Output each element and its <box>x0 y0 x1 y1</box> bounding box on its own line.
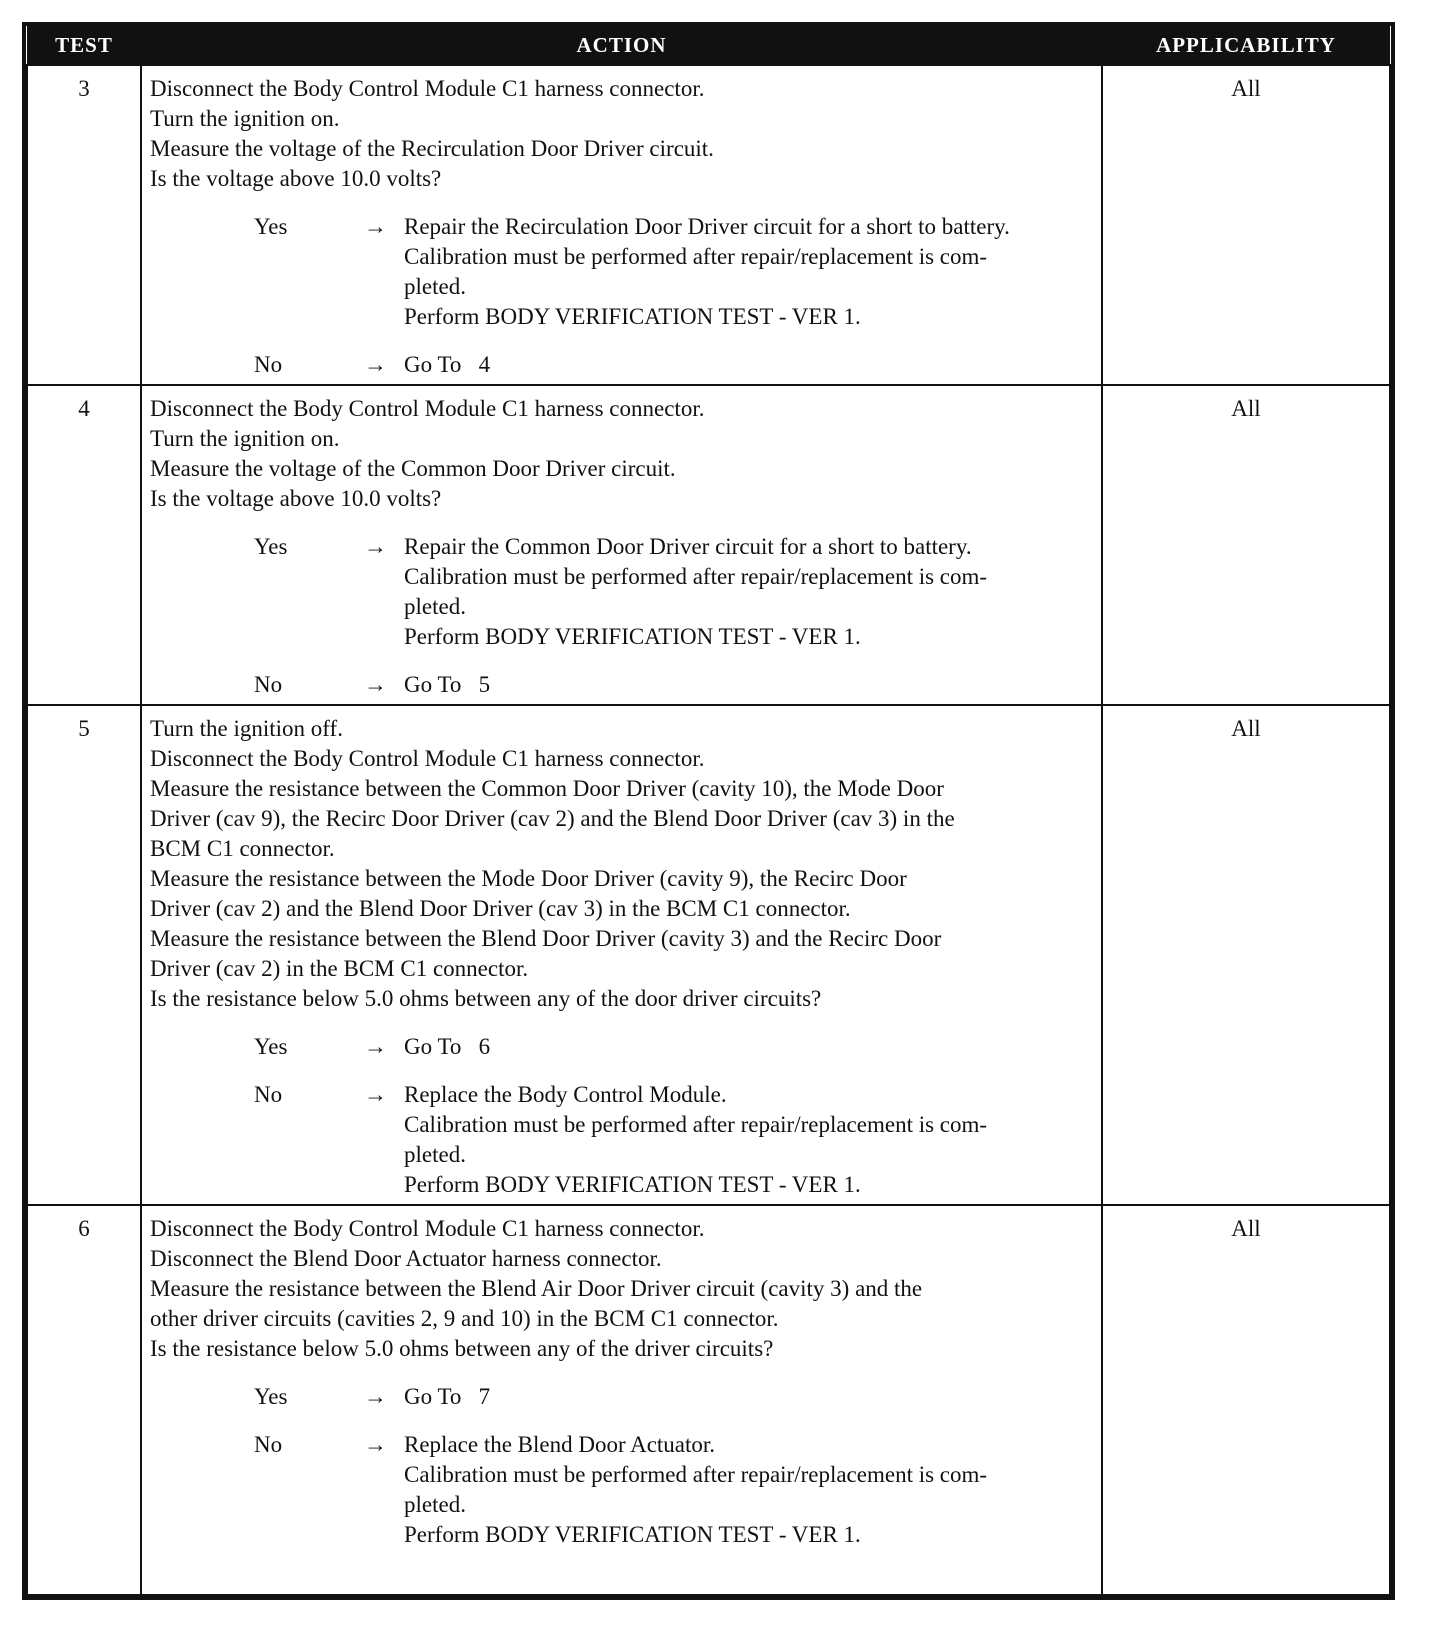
outcome-result <box>404 670 1095 700</box>
outcome-line: pleted. <box>404 1142 466 1167</box>
action-step: Driver (cav 9), the Recirc Door Driver (cav 2) and the Blend Door Driver (cav 3) in the <box>150 806 955 831</box>
outcome-line: Repair the Common Door Driver circuit for a short to battery. <box>404 534 972 559</box>
outcome-no <box>254 670 1095 700</box>
action-cell <box>141 1205 1102 1595</box>
arrow-right-icon: → <box>364 672 387 697</box>
applicability: All <box>1102 705 1390 1205</box>
table-row <box>27 65 1390 385</box>
action-step: Turn the ignition on. <box>150 426 340 451</box>
outcome-no <box>254 1080 1095 1200</box>
outcome-line: Perform BODY VERIFICATION TEST - VER 1. <box>404 304 861 329</box>
arrow-right-icon: → <box>364 352 387 377</box>
outcome-line: Calibration must be performed after repair/replacement is com- <box>404 244 988 269</box>
outcome-line: Calibration must be performed after repair/replacement is com- <box>404 1462 988 1487</box>
outcome-yes <box>254 212 1095 332</box>
outcome-no <box>254 1430 1095 1550</box>
table-row <box>27 1205 1390 1595</box>
test-number: 5 <box>27 705 141 1205</box>
arrow-right-icon: → <box>364 1082 387 1107</box>
applicability: All <box>1102 1205 1390 1595</box>
outcome-label: No <box>254 672 283 697</box>
action-step: Disconnect the Blend Door Actuator harness connector. <box>150 1246 662 1271</box>
outcome-no <box>254 350 1095 380</box>
outcome-line: pleted. <box>404 594 466 619</box>
action-step: Is the voltage above 10.0 volts? <box>150 166 442 191</box>
action-step: Driver (cav 2) in the BCM C1 connector. <box>150 956 529 981</box>
diagnostic-test-table <box>22 22 1395 1600</box>
outcome-result <box>404 1032 1095 1062</box>
action-step: Is the voltage above 10.0 volts? <box>150 486 442 511</box>
outcome-result <box>404 532 1095 652</box>
outcome-line: Calibration must be performed after repair/replacement is com- <box>404 564 988 589</box>
action-cell <box>141 385 1102 705</box>
applicability: All <box>1102 65 1390 385</box>
action-step: Measure the resistance between the Blend Air Door Driver circuit (cavity 3) and the <box>150 1276 923 1301</box>
table-row <box>27 385 1390 705</box>
test-table <box>26 26 1391 1596</box>
outcome-line: Replace the Blend Door Actuator. <box>404 1432 716 1457</box>
action-step: Turn the ignition off. <box>150 716 343 741</box>
action-step: Measure the resistance between the Mode Door Driver (cavity 9), the Recirc Door <box>150 866 907 891</box>
outcome-line: Perform BODY VERIFICATION TEST - VER 1. <box>404 624 861 649</box>
outcome-line: Calibration must be performed after repair/replacement is com- <box>404 1112 988 1137</box>
action-step: Disconnect the Body Control Module C1 harness connector. <box>150 396 705 421</box>
action-step: Measure the voltage of the Recirculation Door Driver circuit. <box>150 136 714 161</box>
action-step: Measure the resistance between the Common Door Driver (cavity 10), the Mode Door <box>150 776 944 801</box>
outcome-line: Replace the Body Control Module. <box>404 1082 727 1107</box>
outcome-line: Perform BODY VERIFICATION TEST - VER 1. <box>404 1172 861 1197</box>
action-step: Driver (cav 2) and the Blend Door Driver (cav 3) in the BCM C1 connector. <box>150 896 851 921</box>
outcome-line: pleted. <box>404 1492 466 1517</box>
action-step: other driver circuits (cavities 2, 9 and 10) in the BCM C1 connector. <box>150 1306 779 1331</box>
outcome-result <box>404 350 1095 380</box>
action-step: Disconnect the Body Control Module C1 harness connector. <box>150 76 705 101</box>
outcome-label: Yes <box>254 1034 288 1059</box>
outcome-line: Go To 7 <box>404 1384 491 1409</box>
outcome-label: Yes <box>254 214 288 239</box>
action-step: Is the resistance below 5.0 ohms between any of the driver circuits? <box>150 1336 774 1361</box>
header-action: ACTION <box>141 26 1102 65</box>
header-row <box>27 26 1390 65</box>
table-body <box>27 65 1390 1595</box>
test-number: 4 <box>27 385 141 705</box>
action-step: Measure the voltage of the Common Door Driver circuit. <box>150 456 676 481</box>
outcome-result <box>404 1080 1095 1200</box>
outcome-result <box>404 212 1095 332</box>
header-applicability: APPLICABILITY <box>1102 26 1390 65</box>
action-step: Is the resistance below 5.0 ohms between any of the door driver circuits? <box>150 986 822 1011</box>
outcome-label: Yes <box>254 534 288 559</box>
outcome-result <box>404 1382 1095 1412</box>
outcome-yes <box>254 1032 1095 1062</box>
action-step: Measure the resistance between the Blend Door Driver (cavity 3) and the Recirc Door <box>150 926 942 951</box>
action-step: Turn the ignition on. <box>150 106 340 131</box>
arrow-right-icon: → <box>364 1432 387 1457</box>
outcome-label: Yes <box>254 1384 288 1409</box>
test-number: 3 <box>27 65 141 385</box>
arrow-right-icon: → <box>364 1034 387 1059</box>
applicability: All <box>1102 385 1390 705</box>
outcome-yes <box>254 532 1095 652</box>
test-number: 6 <box>27 1205 141 1595</box>
arrow-right-icon: → <box>364 1384 387 1409</box>
outcome-line: Repair the Recirculation Door Driver circuit for a short to battery. <box>404 214 1010 239</box>
outcome-line: Go To 4 <box>404 352 491 377</box>
outcome-label: No <box>254 352 283 377</box>
outcome-line: Perform BODY VERIFICATION TEST - VER 1. <box>404 1522 861 1547</box>
action-step: Disconnect the Body Control Module C1 harness connector. <box>150 1216 705 1241</box>
action-step: BCM C1 connector. <box>150 836 335 861</box>
arrow-right-icon: → <box>364 534 387 559</box>
outcome-label: No <box>254 1432 283 1457</box>
action-step: Disconnect the Body Control Module C1 harness connector. <box>150 746 705 771</box>
arrow-right-icon: → <box>364 214 387 239</box>
outcome-result <box>404 1430 1095 1550</box>
outcome-yes <box>254 1382 1095 1412</box>
action-cell <box>141 705 1102 1205</box>
table-row <box>27 705 1390 1205</box>
outcome-line: Go To 5 <box>404 672 491 697</box>
outcome-line: pleted. <box>404 274 466 299</box>
outcome-label: No <box>254 1082 283 1107</box>
action-cell <box>141 65 1102 385</box>
outcome-line: Go To 6 <box>404 1034 491 1059</box>
header-test: TEST <box>27 26 141 65</box>
